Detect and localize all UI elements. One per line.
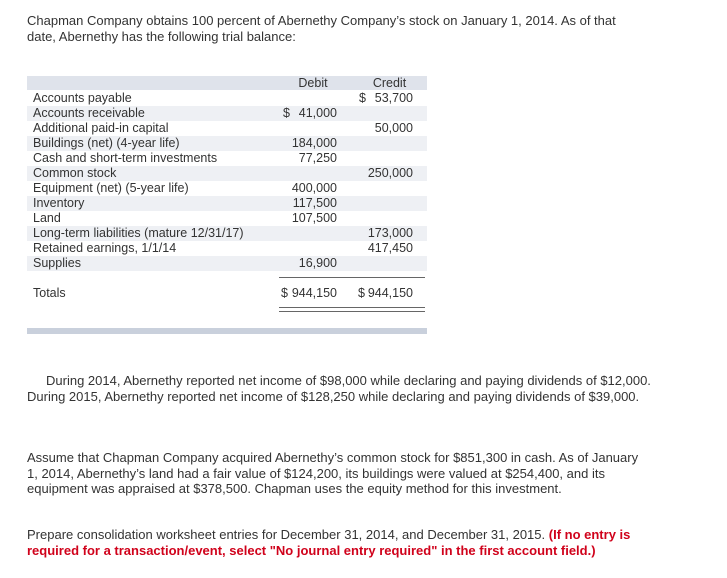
credit-header: Credit (372, 76, 407, 90)
intro-paragraph: Chapman Company obtains 100 percent of Abernethy Company’s stock on January 1, 2014. As of that date, Abernethy has the following trial balance: (27, 13, 616, 44)
income-paragraph: During 2014, Abernethy reported net income of $98,000 while declaring and paying dividends of $12,000. During 2015, Abernethy reported net income of $128,250 while declaring and paying dividends of $39,000. (27, 373, 651, 404)
credit-currency: $ (358, 286, 365, 300)
totals-label: Totals (33, 286, 66, 300)
table-row (27, 256, 427, 271)
credit-amount: 50,000 (374, 121, 413, 135)
credit-amount: 250,000 (367, 166, 413, 180)
credit-amount: 417,450 (367, 241, 413, 255)
account-name: Land (33, 211, 61, 225)
debit-currency: $ (283, 106, 290, 120)
account-name: Equipment (net) (5-year life) (33, 181, 189, 195)
debit-currency: $ (281, 286, 288, 300)
credit-amount: 173,000 (367, 226, 413, 240)
subtotal-rule (279, 277, 425, 278)
debit-amount: 117,500 (292, 196, 337, 210)
instruction-note: (If no entry is required for a transaction/event, select "No journal entry required" in the first account field.) (27, 527, 631, 558)
total-debit: 944,150 (291, 286, 337, 300)
account-name: Long-term liabilities (mature 12/31/17) (33, 226, 244, 240)
totals-row (27, 286, 427, 301)
table-row (27, 121, 427, 136)
instruction-text: Prepare consolidation worksheet entries for December 31, 2014, and December 31, 2015. (27, 527, 546, 542)
account-name: Common stock (33, 166, 117, 180)
debit-amount: 41,000 (298, 106, 337, 120)
account-name: Buildings (net) (4-year life) (33, 136, 180, 150)
debit-amount: 184,000 (291, 136, 337, 150)
debit-amount: 77,250 (298, 151, 337, 165)
table-row (27, 196, 427, 211)
table-row (27, 241, 427, 256)
table-row (27, 181, 427, 196)
table-row (27, 166, 427, 181)
debit-amount: 400,000 (291, 181, 337, 195)
account-name: Supplies (33, 256, 81, 270)
table-row (27, 91, 427, 106)
table-row (27, 151, 427, 166)
instruction-paragraph (27, 527, 652, 558)
debit-amount: 16,900 (298, 256, 337, 270)
account-name: Accounts payable (33, 91, 132, 105)
double-rule-top (279, 307, 425, 308)
table-footer-band (27, 328, 427, 334)
account-name: Cash and short-term investments (33, 151, 218, 165)
table-row (27, 136, 427, 151)
table-row (27, 226, 427, 241)
credit-currency: $ (359, 91, 366, 105)
trial-balance-table (27, 76, 427, 334)
account-name: Inventory (33, 196, 85, 210)
account-name: Additional paid-in capital (33, 121, 169, 135)
account-name: Retained earnings, 1/1/14 (33, 241, 177, 255)
double-rule-bottom (279, 311, 425, 312)
total-credit: 944,150 (367, 286, 413, 300)
account-name: Accounts receivable (33, 106, 145, 120)
debit-amount: 107,500 (291, 211, 337, 225)
table-row (27, 106, 427, 121)
debit-header: Debit (298, 76, 328, 90)
table-row (27, 211, 427, 226)
acquisition-paragraph: Assume that Chapman Company acquired Abernethy’s common stock for $851,300 in cash. As of January 1, 2014, Abernethy’s land had a fair value of $124,200, its buildings were valued at $254,400, and its equipment was appraised at $378,500. Chapman uses the equity method for this investment. (27, 450, 639, 496)
credit-amount: 53,700 (374, 91, 413, 105)
